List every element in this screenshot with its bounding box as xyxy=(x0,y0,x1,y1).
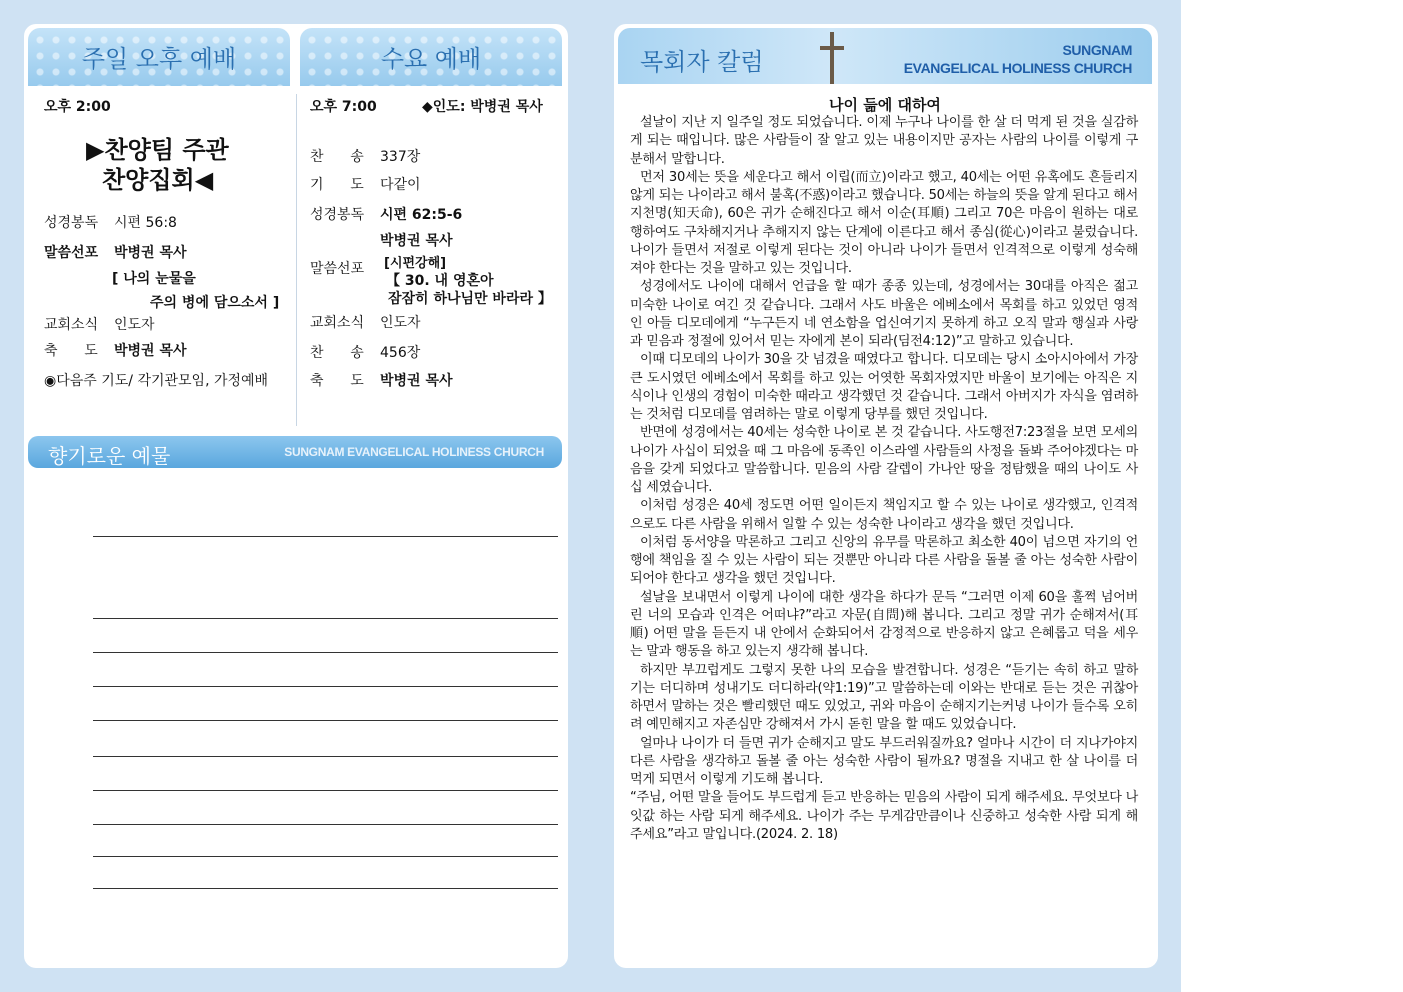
wednesday-leader: ◆인도: 박병권 목사 xyxy=(422,99,543,115)
column-paragraph: 설날이 지난 지 일주일 정도 되었습니다. 이제 누구나 나이를 한 살 더 먹게 된 것을 실감하게 되는 때입니다. 많은 사람들이 잘 알고 있는 내용이지만 공자는 사람의 나이를 이렇게 구분해서 말합니다. xyxy=(630,115,1138,167)
news-label: 교회소식 xyxy=(310,315,365,331)
sunday-scripture-row xyxy=(44,212,177,232)
wednesday-service-header: 수요 예배 xyxy=(300,28,562,86)
wednesday-time: 오후 7:00 xyxy=(310,99,377,115)
sunday-sermon-row xyxy=(44,242,187,262)
blessing-value: 박병권 목사 xyxy=(380,373,453,389)
column-paragraph: 하지만 부끄럽게도 그렇지 못한 나의 모습을 발견합니다. 성경은 “듣기는 속히 하고 말하기는 더디하며 성내기도 더디하라(약1:19)”고 말씀하는데 이와는 반대로 듣는 것은 귀찮아하면서 말하는 것은 빨리했던 때도 있었고, 귀와 마음이 순해지기는커녕 나이가 들수록 오히려 예민해지고 자존심만 강해져서 가시 돋힌 말을 할 때도 있었습니다. xyxy=(630,662,1138,733)
column-body xyxy=(630,114,1138,844)
note-line xyxy=(93,790,558,791)
column-header xyxy=(618,28,1152,84)
sunday-news-row xyxy=(44,314,155,334)
hymn-label: 찬 송 xyxy=(310,345,364,361)
wednesday-hymn1-row xyxy=(310,146,420,166)
news-value: 인도자 xyxy=(114,317,155,333)
note-line xyxy=(93,652,558,653)
scripture-label: 성경봉독 xyxy=(44,215,99,231)
sunday-sermon-title-line2: 주의 병에 담으소서 ] xyxy=(150,295,280,311)
pastor-column-panel xyxy=(614,24,1158,968)
wednesday-hymn2-row xyxy=(310,342,420,362)
sunday-blessing-row xyxy=(44,340,187,360)
wednesday-sermon-series: [시편강해] xyxy=(384,256,447,271)
hymn-value: 337장 xyxy=(380,149,421,165)
sermon-label: 말씀선포 xyxy=(44,245,99,261)
sunday-next-week: ◉다음주 기도/ 각기관모임, 가정예배 xyxy=(44,373,269,389)
note-line xyxy=(93,856,558,857)
note-line xyxy=(93,824,558,825)
sunday-service-header: 주일 오후 예배 xyxy=(28,28,290,86)
column-divider xyxy=(296,94,297,426)
column-paragraph: 이처럼 성경은 40세 정도면 어떤 일이든지 책임지고 할 수 있는 나이로 생각했고, 인격적으로도 다른 사람을 위해서 일할 수 있는 성숙한 나이라고 생각을 했던 것입니다. xyxy=(630,498,1138,532)
note-line xyxy=(93,888,558,889)
column-paragraph: 얼마나 나이가 더 들면 귀가 순해지고 말도 부드러워질까요? 얼마나 시간이 더 지나가야지 다른 사람을 생각하고 돌볼 줄 아는 성숙한 사람이 될까요? 명절을 지내고 한 살 나이를 더 먹게 되면서 이렇게 기도해 봅니다. xyxy=(630,735,1138,787)
scripture-value: 시편 62:5-6 xyxy=(380,207,463,223)
sunday-title-line2: 찬양집회◀ xyxy=(102,166,214,194)
prayer-value: 다같이 xyxy=(380,177,421,193)
blessing-label: 축 도 xyxy=(44,343,98,359)
scripture-label: 성경봉독 xyxy=(310,207,365,223)
column-paragraph: 반면에 성경에서는 40세는 성숙한 나이로 본 것 같습니다. 사도행전7:23절을 보면 모세의 나이가 사십이 되었을 때 그 마음에 동족인 이스라엘 사람들의 사정을 돌봐 주어야겠다는 마음을 갖게 되었다고 말씀합니다. 믿음의 사람 갈렙이 가나안 땅을 정탐했을 때의 나이도 사십 세였습니다. xyxy=(630,425,1138,495)
prayer-label: 기 도 xyxy=(310,177,364,193)
sunday-time: 오후 2:00 xyxy=(44,99,111,115)
wednesday-prayer-row xyxy=(310,174,421,194)
scripture-value: 시편 56:8 xyxy=(114,215,177,231)
church-name-line1: SUNGNAM xyxy=(1062,42,1132,58)
column-paragraph: 설날을 보내면서 이렇게 나이에 대한 생각을 하다가 문득 “그러면 이제 60을 훌쩍 넘어버린 너의 모습과 인격은 어떠냐?”라고 자문(自問)해 봅니다. 그리고 정말 귀가 순해져서(耳順) 어떤 말을 듣든지 내 안에서 순화되어서 감정적으로 반응하지 않고 은혜롭고 덕을 세우는 말과 행동을 하고 있는지 생각해 봅니다. xyxy=(630,589,1138,660)
wednesday-sermon-preacher: 박병권 목사 xyxy=(380,233,453,249)
offering-title: 향기로운 예물 xyxy=(48,444,171,468)
worship-order-panel xyxy=(24,24,568,968)
wednesday-scripture-row xyxy=(310,204,462,224)
offering-church-name: SUNGNAM EVANGELICAL HOLINESS CHURCH xyxy=(284,445,544,459)
offering-header xyxy=(28,436,562,468)
blessing-label: 축 도 xyxy=(310,373,364,389)
wednesday-sermon-title-line1: 【 30. 내 영혼아 xyxy=(386,273,494,289)
column-paragraph: 먼저 30세는 뜻을 세운다고 해서 이립(而立)이라고 했고, 40세는 어떤 유혹에도 흔들리지 않게 되는 나이라고 해서 불혹(不惑)이라고 했습니다. 50세는 하늘의 뜻을 알게 된다고 해서 지천명(知天命), 60은 귀가 순해진다고 해서 이순(耳順) 그리고 70은 마음이 원하는 대로 행하여도 구차해지거나 추해지지 않는 단계에 이른다고 해서 종심(從心)이라고 불렀습니다. 나이가 들면서 저절로 이렇게 된다는 것이 아니라 나이가 들면서 인격적으로 이렇게 성숙해져야 한다는 것을 말하고 있는 것입니다. xyxy=(630,169,1138,276)
note-line xyxy=(93,686,558,687)
hymn-label: 찬 송 xyxy=(310,149,364,165)
column-heading: 나이 듦에 대하여 xyxy=(829,96,941,114)
note-line xyxy=(93,618,558,619)
wednesday-sermon-title-line2: 잠잠히 하나님만 바라라 】 xyxy=(388,291,552,307)
sermon-preacher: 박병권 목사 xyxy=(114,245,187,261)
hymn-value: 456장 xyxy=(380,345,421,361)
column-paragraph: 성경에서도 나이에 대해서 언급을 할 때가 종종 있는데, 성경에서는 30대를 아직은 젊고 미숙한 나이로 여긴 것 같습니다. 그래서 사도 바울은 에베소에서 목회를 하고 있었던 영적인 아들 디모데에게 “누구든지 네 연소함을 업신여기지 못하게 하고 오직 말과 행실과 사랑과 믿음과 정절에 있어서 믿는 자에게 본이 되라(딤전4:12)”고 말하고 있습니다. xyxy=(630,279,1138,349)
sunday-title-line1: ▶찬양팀 주관 xyxy=(86,136,229,164)
column-paragraph: “주님, 어떤 말을 들어도 부드럽게 듣고 반응하는 믿음의 사람이 되게 해주세요. 무엇보다 나잇값 하는 사람 되게 해주세요. 나이가 주는 무게감만큼이나 신중하고 성숙한 사람 되게 해 주세요”라고 말입니다.(2024. 2. 18) xyxy=(630,790,1138,842)
cross-icon xyxy=(818,32,846,84)
wednesday-blessing-row xyxy=(310,370,453,390)
blessing-value: 박병권 목사 xyxy=(114,343,187,359)
note-line xyxy=(93,536,558,537)
sunday-sermon-title-line1: [ 나의 눈물을 xyxy=(112,271,196,287)
column-title: 목회자 칼럼 xyxy=(640,48,764,76)
news-label: 교회소식 xyxy=(44,317,99,333)
note-line xyxy=(93,720,558,721)
wednesday-sermon-label: 말씀선포 xyxy=(310,261,365,277)
wednesday-news-row xyxy=(310,312,421,332)
column-paragraph: 이처럼 동서양을 막론하고 그리고 신앙의 유무를 막론하고 최소한 40이 넘으면 자기의 언행에 책임을 질 수 있는 사람이 되는 것뿐만 아니라 다른 사람을 돌볼 줄 아는 성숙한 사람이 되어야 한다고 생각을 했던 것입니다. xyxy=(630,534,1138,587)
note-line xyxy=(93,756,558,757)
news-value: 인도자 xyxy=(380,315,421,331)
column-paragraph: 이때 디모데의 나이가 30을 갓 넘겼을 때였다고 합니다. 디모데는 당시 소아시아에서 가장 큰 도시였던 에베소에서 목회를 하고 있는 어엿한 목회자였지만 바울이 보기에는 아직은 지식이나 인생의 경험이 미숙한 때라고 생각했던 것 같습니다. 그래서 아버지가 자식을 염려하는 것처럼 디모데를 염려하는 말로 이렇게 당부를 했던 것입니다. xyxy=(630,352,1138,422)
church-name-line2: EVANGELICAL HOLINESS CHURCH xyxy=(903,60,1132,76)
